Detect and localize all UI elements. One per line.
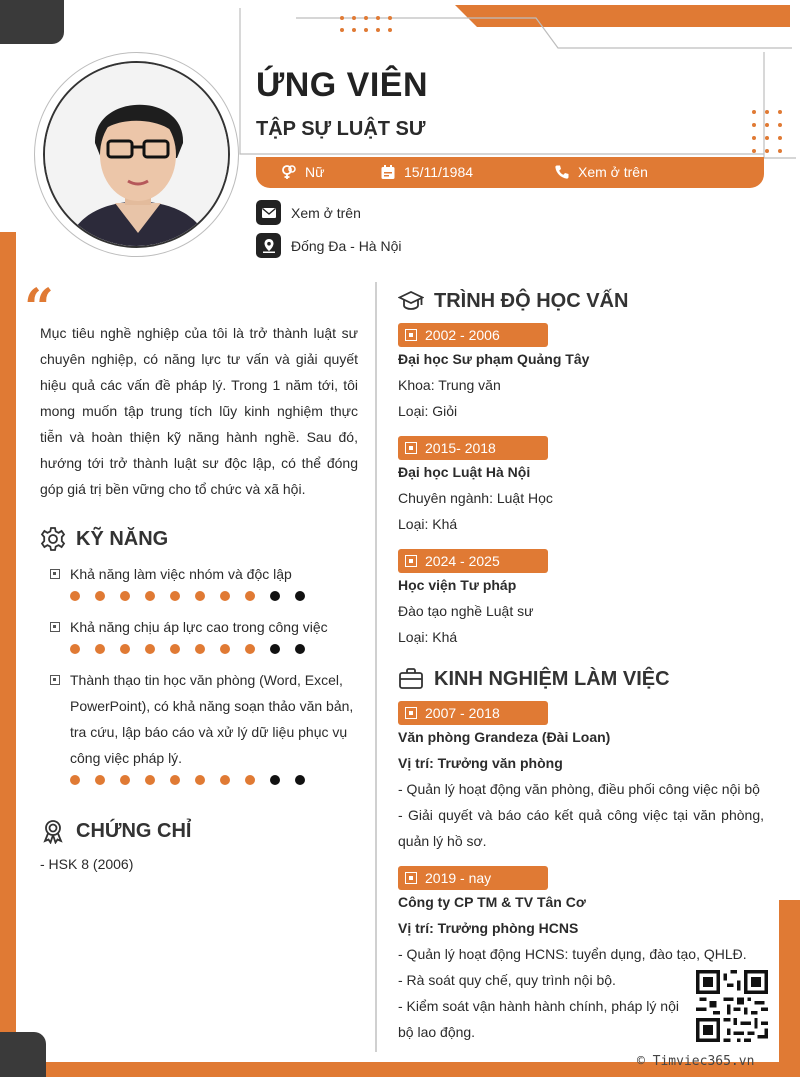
address-row xyxy=(256,233,402,258)
copyright-notice: © Timviec365.vn xyxy=(637,1054,755,1069)
column-divider xyxy=(375,282,377,1052)
calendar-icon xyxy=(380,164,396,180)
dot-pattern-top xyxy=(340,16,392,32)
job-role: Vị trí: Trưởng phòng HCNS xyxy=(398,920,579,936)
email-value: Xem ở trên xyxy=(291,204,361,221)
rating-dot-filled xyxy=(170,591,180,601)
rating-dot-empty xyxy=(270,775,280,785)
quote-icon: “ xyxy=(24,278,54,339)
job-duty: - Giải quyết và báo cáo kết quả công việc tại văn phòng, quản lý hồ sơ. xyxy=(398,807,764,849)
award-ribbon-icon xyxy=(40,818,66,844)
rating-dot-filled xyxy=(220,644,230,654)
job-role: Vị trí: Trưởng văn phòng xyxy=(398,755,563,771)
job-duty: - Kiểm soát vận hành hành chính, pháp lý nội bộ lao động. xyxy=(398,998,679,1040)
rating-dot-empty xyxy=(270,644,280,654)
candidate-photo xyxy=(43,61,230,248)
skills-heading-text: KỸ NĂNG xyxy=(76,527,169,550)
skill-item xyxy=(50,667,355,785)
education-grade: Loại: Khá xyxy=(398,629,458,645)
phone-icon xyxy=(554,164,570,180)
bullet-icon xyxy=(50,569,60,579)
education-entry xyxy=(398,572,764,650)
rating-dot-filled xyxy=(245,775,255,785)
company-name: Công ty CP TM & TV Tân Cơ xyxy=(398,894,586,910)
rating-dot-filled xyxy=(70,775,80,785)
skills-heading xyxy=(40,526,168,552)
rating-dot-filled xyxy=(220,775,230,785)
education-detail: Chuyên ngành: Luật Học xyxy=(398,490,553,506)
left-accent-strip xyxy=(0,232,16,1062)
right-accent-strip xyxy=(779,900,800,1062)
rating-dot-filled xyxy=(95,644,105,654)
certificate-item: - HSK 8 (2006) xyxy=(40,856,134,872)
birthdate-value: 15/11/1984 xyxy=(404,164,474,180)
education-period-badge xyxy=(398,436,548,460)
birthdate-item xyxy=(380,164,473,180)
corner-decoration-bottom-left xyxy=(0,1032,46,1077)
skill-rating xyxy=(70,591,355,601)
skill-text: Khả năng chịu áp lực cao trong công việc xyxy=(70,619,328,635)
job-duty: - Quản lý hoạt động HCNS: tuyển dụng, đào tạo, QHLĐ. xyxy=(398,946,747,962)
rating-dot-filled xyxy=(70,644,80,654)
school-name: Đại học Sư phạm Quảng Tây xyxy=(398,351,590,367)
certificates-heading-text: CHỨNG CHỈ xyxy=(76,819,192,842)
phone-item xyxy=(554,164,648,180)
briefcase-icon xyxy=(398,666,424,692)
education-grade: Loại: Giỏi xyxy=(398,403,458,419)
experience-entry xyxy=(398,724,764,854)
education-heading xyxy=(398,288,628,314)
calendar-icon xyxy=(405,329,417,341)
email-row xyxy=(256,200,361,225)
school-name: Đại học Luật Hà Nội xyxy=(398,464,531,480)
job-duty: - Rà soát quy chế, quy trình nội bộ. xyxy=(398,972,616,988)
rating-dot-filled xyxy=(245,591,255,601)
period-text: 2019 - nay xyxy=(425,870,492,886)
gender-value: Nữ xyxy=(305,164,325,180)
calendar-icon xyxy=(405,442,417,454)
location-pin-icon xyxy=(256,233,281,258)
education-heading-text: TRÌNH ĐỘ HỌC VẤN xyxy=(434,289,629,312)
period-text: 2002 - 2006 xyxy=(425,327,500,343)
calendar-icon xyxy=(405,872,417,884)
job-duty: - Quản lý hoạt động văn phòng, điều phối công việc nội bộ xyxy=(398,781,760,797)
skill-text: Khả năng làm việc nhóm và độc lập xyxy=(70,566,292,582)
rating-dot-filled xyxy=(145,591,155,601)
address-value: Đống Đa - Hà Nội xyxy=(291,237,402,254)
rating-dot-filled xyxy=(170,644,180,654)
education-period-badge xyxy=(398,323,548,347)
gender-icon xyxy=(281,164,297,180)
rating-dot-empty xyxy=(295,591,305,601)
education-entry xyxy=(398,459,764,537)
skill-rating xyxy=(70,775,355,785)
rating-dot-filled xyxy=(195,775,205,785)
gear-icon xyxy=(40,526,66,552)
rating-dot-filled xyxy=(120,644,130,654)
rating-dot-filled xyxy=(95,591,105,601)
period-text: 2024 - 2025 xyxy=(425,553,500,569)
bullet-icon xyxy=(50,622,60,632)
bullet-icon xyxy=(50,675,60,685)
rating-dot-filled xyxy=(70,591,80,601)
period-text: 2007 - 2018 xyxy=(425,705,500,721)
experience-period-badge xyxy=(398,866,548,890)
graduation-cap-icon xyxy=(398,288,424,314)
rating-dot-filled xyxy=(145,775,155,785)
rating-dot-filled xyxy=(245,644,255,654)
skill-item xyxy=(50,614,355,654)
school-name: Học viện Tư pháp xyxy=(398,577,517,593)
rating-dot-filled xyxy=(220,591,230,601)
skill-item xyxy=(50,561,355,601)
corner-decoration-top-left xyxy=(0,0,64,44)
education-detail: Đào tạo nghề Luật sư xyxy=(398,603,534,619)
education-detail: Khoa: Trung văn xyxy=(398,377,501,393)
period-text: 2015- 2018 xyxy=(425,440,496,456)
rating-dot-filled xyxy=(120,591,130,601)
rating-dot-filled xyxy=(145,644,155,654)
rating-dot-empty xyxy=(295,775,305,785)
info-bar xyxy=(256,157,764,188)
rating-dot-filled xyxy=(120,775,130,785)
rating-dot-filled xyxy=(195,591,205,601)
calendar-icon xyxy=(405,555,417,567)
position-title: TẬP SỰ LUẬT SƯ xyxy=(256,118,426,140)
career-objective: Mục tiêu nghề nghiệp của tôi là trở thành luật sư chuyên nghiệp, có năng lực tư vấn và giải quyết hiệu quả các vấn đề pháp lý. Trong 1 năm tới, tôi mong muốn tập trung tích lũy kinh nghiệm thực tiễn và hoàn thiện kỹ năng hành nghề. Sau đó, hướng tới trở thành luật sư độc lập, có thể đóng góp giá trị bền vững cho tổ chức và xã hội. xyxy=(40,325,358,497)
education-period-badge xyxy=(398,549,548,573)
gender-item xyxy=(281,164,324,180)
experience-heading-text: KINH NGHIỆM LÀM VIỆC xyxy=(434,667,670,690)
calendar-icon xyxy=(405,707,417,719)
skill-text: Thành thạo tin học văn phòng (Word, Excel, PowerPoint), có khả năng soạn thảo văn bản, tra cứu, lập báo cáo và xử lý dữ liệu phục vụ công việc pháp lý. xyxy=(70,672,354,766)
certificates-heading xyxy=(40,818,191,844)
rating-dot-empty xyxy=(270,591,280,601)
education-grade: Loại: Khá xyxy=(398,516,458,532)
rating-dot-filled xyxy=(195,644,205,654)
rating-dot-filled xyxy=(95,775,105,785)
email-icon xyxy=(256,200,281,225)
company-name: Văn phòng Grandeza (Đài Loan) xyxy=(398,729,611,745)
experience-period-badge xyxy=(398,701,548,725)
dot-pattern-right xyxy=(752,110,782,153)
qr-code[interactable] xyxy=(696,970,768,1042)
skill-rating xyxy=(70,644,355,654)
education-entry xyxy=(398,346,764,424)
candidate-name: ỨNG VIÊN xyxy=(256,66,429,104)
rating-dot-filled xyxy=(170,775,180,785)
experience-heading xyxy=(398,666,670,692)
phone-value: Xem ở trên xyxy=(578,164,648,180)
rating-dot-empty xyxy=(295,644,305,654)
